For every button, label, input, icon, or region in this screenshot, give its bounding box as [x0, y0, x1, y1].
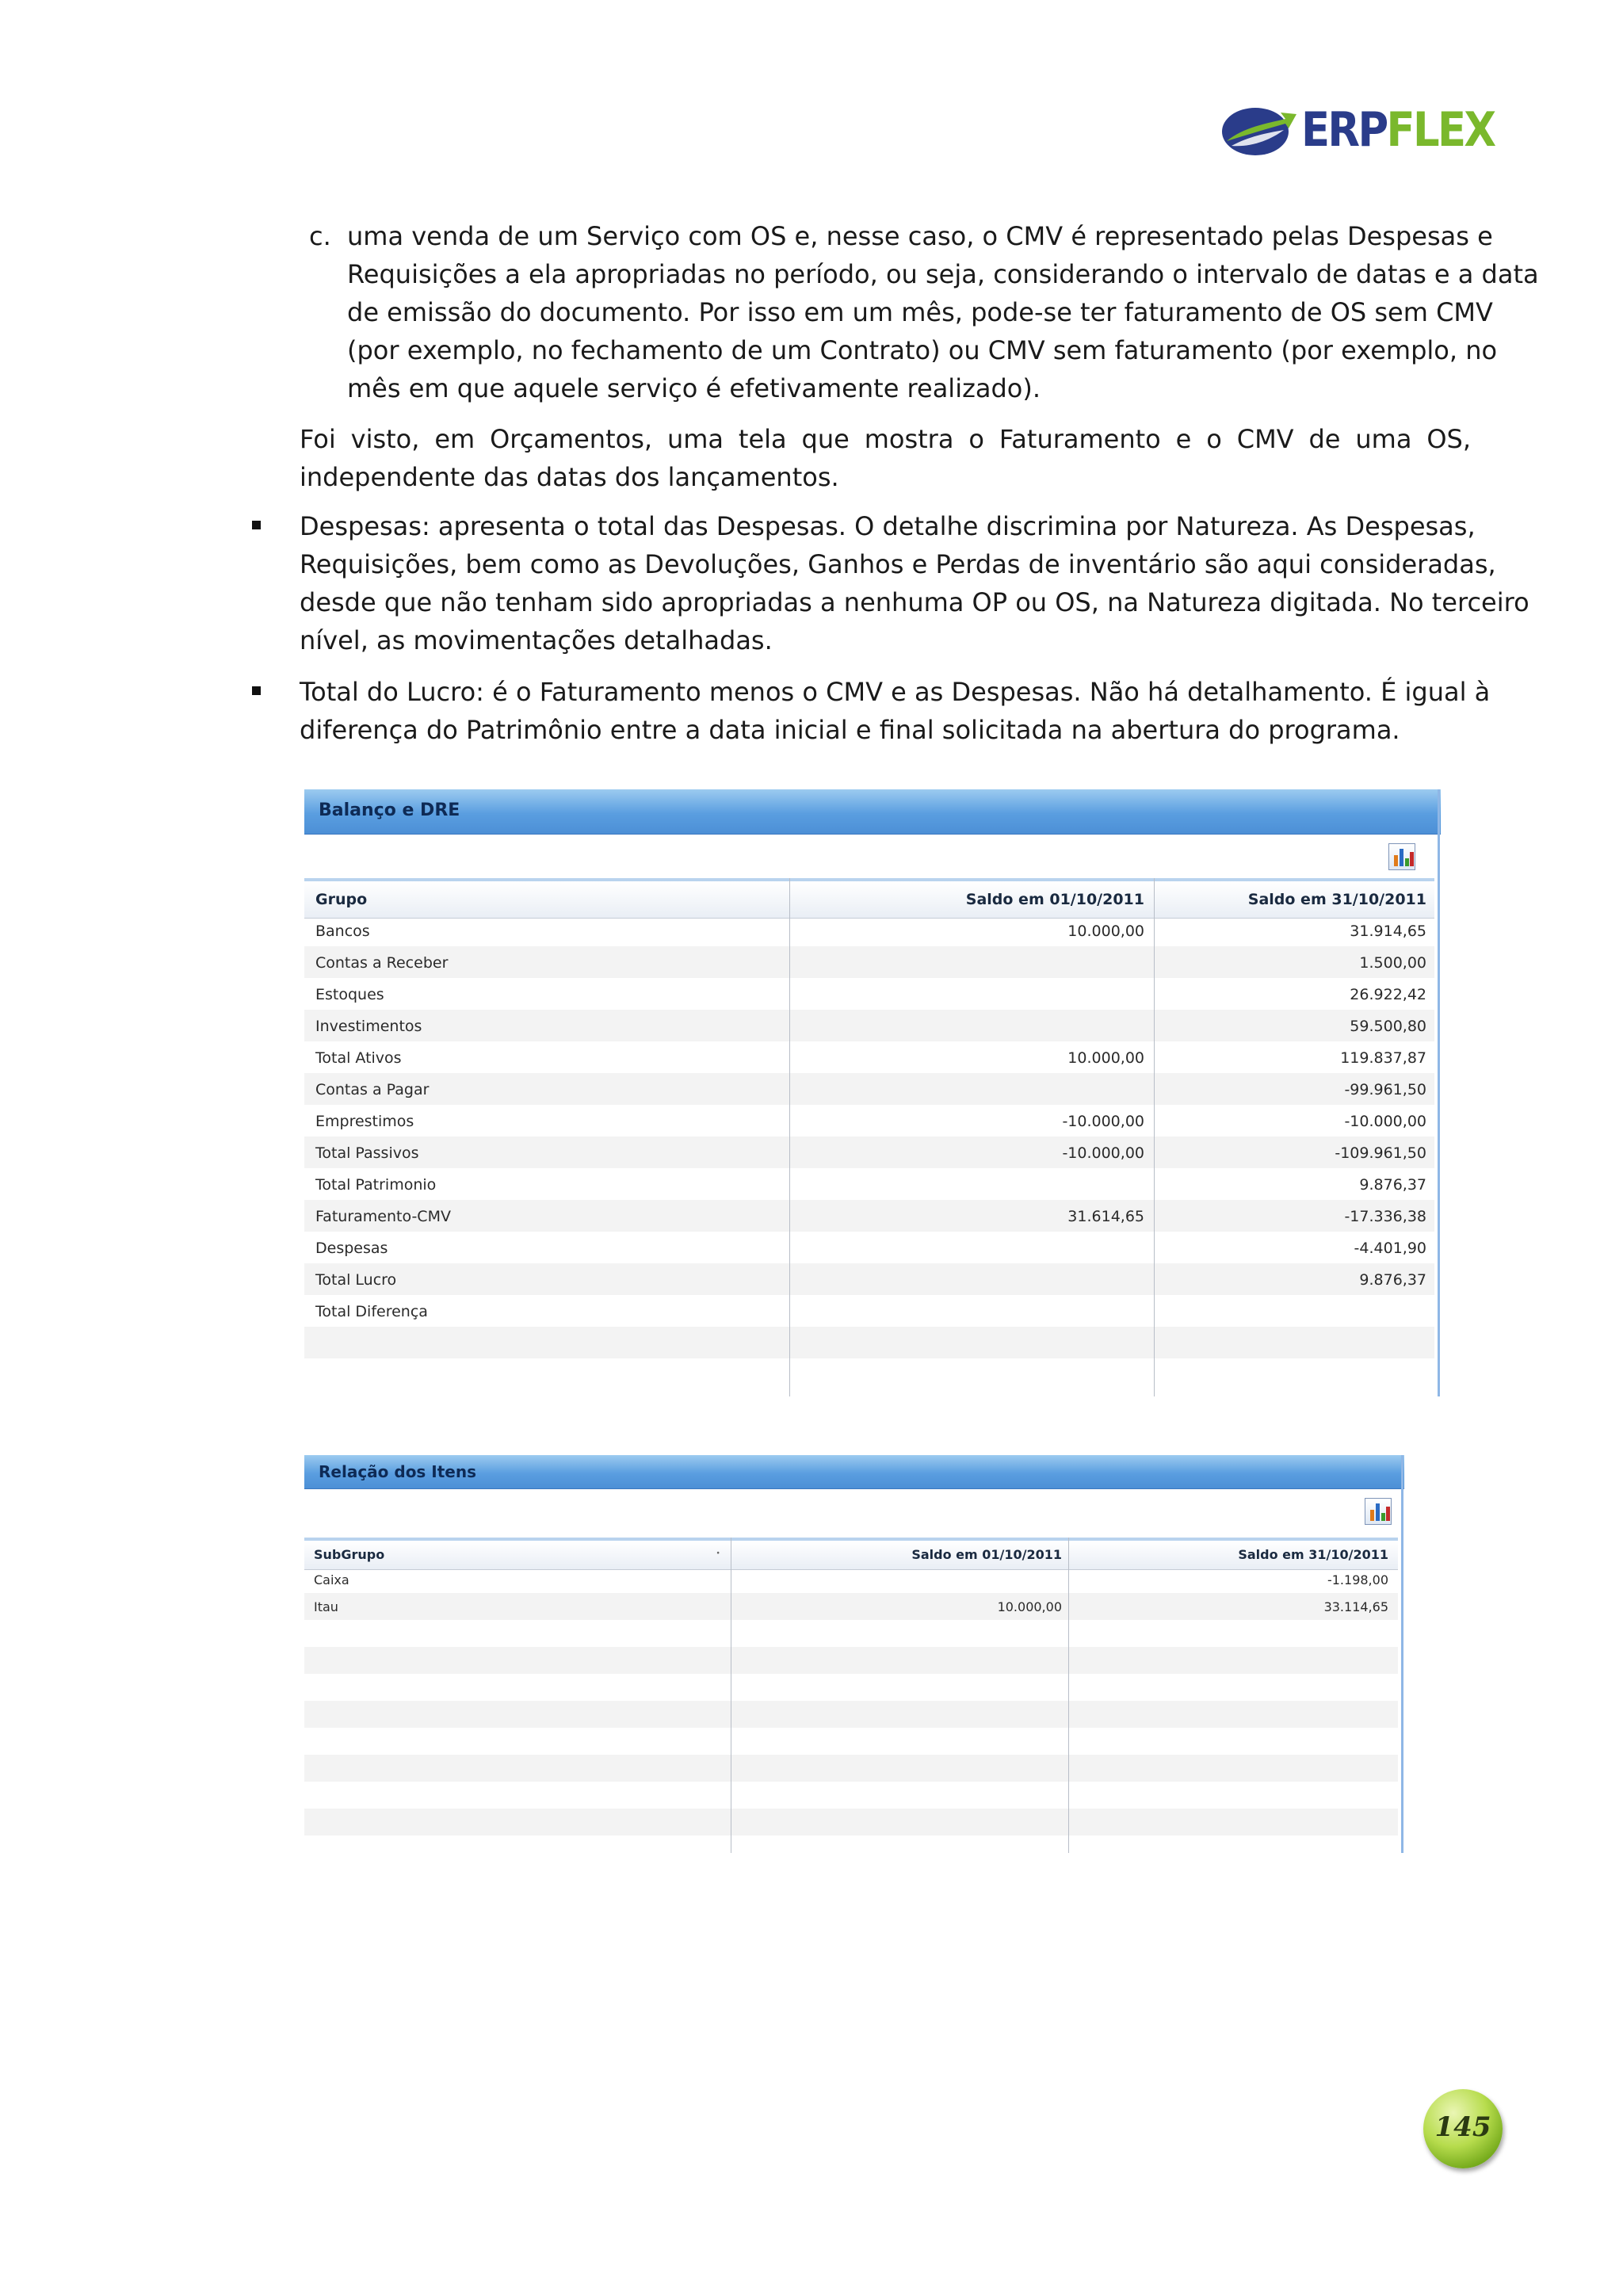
table-row[interactable] — [304, 1836, 1398, 1862]
cell-subgrupo — [314, 1782, 726, 1809]
table-row[interactable] — [304, 1137, 1434, 1168]
bullet-despesas — [300, 507, 1529, 659]
cell-saldo-final — [1154, 1327, 1426, 1358]
paragraph-orcamentos — [300, 420, 1471, 496]
sort-indicator-icon[interactable]: ⸱ — [716, 1545, 720, 1561]
cell-subgrupo — [314, 1728, 726, 1755]
column-header-subgrupo[interactable]: SubGrupo — [314, 1547, 385, 1562]
cell-saldo-final: 9.876,37 — [1359, 1271, 1426, 1289]
table-row[interactable] — [304, 1358, 1434, 1390]
paragraph-line: desde que não tenham sido apropriadas a nenhuma OP ou OS, na Natureza digitada. No terceiro — [300, 587, 1529, 617]
cell-saldo-inicial: 10.000,00 — [997, 1599, 1062, 1614]
cell-grupo: Bancos — [315, 923, 370, 940]
paragraph-line: nível, as movimentações detalhadas. — [300, 625, 773, 655]
cell-saldo-final — [1068, 1620, 1388, 1647]
swoosh-arrow-icon — [1220, 100, 1296, 160]
cell-saldo-inicial — [731, 1755, 1062, 1782]
paragraph-line: Total do Lucro: é o Faturamento menos o CMV e as Despesas. Não há detalhamento. É igual à — [300, 677, 1491, 707]
page-number: 145 — [1434, 2111, 1491, 2143]
cell-saldo-final — [1068, 1782, 1388, 1809]
logo-wordmark — [1301, 101, 1494, 159]
paragraph-line: Requisições, bem como as Devoluções, Ganhos e Perdas de inventário são aqui consideradas, — [300, 549, 1496, 579]
table-row[interactable] — [304, 1701, 1398, 1728]
cell-saldo-final: 119.837,87 — [1340, 1049, 1426, 1067]
table-row[interactable] — [304, 1010, 1434, 1041]
column-divider — [1154, 878, 1155, 1396]
cell-saldo-final: -1.198,00 — [1327, 1572, 1388, 1587]
cell-grupo: Emprestimos — [315, 1113, 414, 1130]
bullet-square — [252, 521, 261, 529]
cell-subgrupo — [314, 1809, 726, 1836]
cell-grupo: Investimentos — [315, 1018, 422, 1035]
cell-grupo — [315, 1358, 775, 1390]
panel-header — [304, 789, 1441, 835]
cell-saldo-inicial: -10.000,00 — [1062, 1113, 1144, 1130]
table-row[interactable] — [304, 1073, 1434, 1105]
cell-saldo-final — [1068, 1755, 1388, 1782]
cell-saldo-inicial — [731, 1728, 1062, 1755]
cell-subgrupo: Caixa — [314, 1572, 349, 1587]
cell-saldo-final — [1068, 1836, 1388, 1862]
cell-saldo-inicial — [789, 1358, 1144, 1390]
paragraph-line: (por exemplo, no fechamento de um Contrato) ou CMV sem faturamento (por exemplo, no — [347, 335, 1498, 365]
column-header-saldo-final[interactable]: Saldo em 31/10/2011 — [1238, 1547, 1388, 1562]
cell-saldo-final: -109.961,50 — [1335, 1144, 1426, 1162]
cell-grupo: Contas a Receber — [315, 954, 449, 972]
cell-saldo-final — [1068, 1701, 1388, 1728]
table-row[interactable] — [304, 1263, 1434, 1295]
panel-header — [304, 1455, 1404, 1489]
cell-saldo-inicial — [789, 1232, 1144, 1263]
cell-saldo-final: 26.922,42 — [1350, 986, 1426, 1003]
table-row[interactable] — [304, 1647, 1398, 1674]
cell-grupo: Estoques — [315, 986, 384, 1003]
logo-flex: FLEX — [1386, 102, 1495, 158]
cell-saldo-final — [1068, 1647, 1388, 1674]
cell-saldo-inicial: 10.000,00 — [1067, 1049, 1144, 1067]
cell-subgrupo — [314, 1701, 726, 1728]
cell-saldo-inicial — [731, 1782, 1062, 1809]
relacao-itens-panel — [304, 1455, 1404, 1853]
cell-subgrupo: Itau — [314, 1599, 338, 1614]
cell-subgrupo — [314, 1674, 726, 1701]
paragraph-c — [347, 217, 1539, 407]
cell-saldo-final: 9.876,37 — [1359, 1176, 1426, 1194]
paragraph-line: independente das datas dos lançamentos. — [300, 462, 839, 492]
table-row[interactable] — [304, 946, 1434, 978]
cell-grupo: Total Ativos — [315, 1049, 402, 1067]
paragraph-line: mês em que aquele serviço é efetivamente realizado). — [347, 373, 1041, 403]
paragraph-line: Foi visto, em Orçamentos, uma tela que mostra o Faturamento e o CMV de uma OS, — [300, 424, 1471, 454]
table-row[interactable] — [304, 978, 1434, 1010]
cell-saldo-inicial — [789, 1327, 1144, 1358]
cell-saldo-inicial — [731, 1809, 1062, 1836]
cell-grupo: Faturamento-CMV — [315, 1208, 451, 1225]
column-header-saldo-inicial[interactable]: Saldo em 01/10/2011 — [911, 1547, 1062, 1562]
cell-grupo: Total Lucro — [315, 1271, 397, 1289]
bar-chart-icon[interactable] — [1388, 843, 1415, 870]
erpflex-logo — [1220, 100, 1495, 163]
cell-saldo-final: 31.914,65 — [1350, 923, 1426, 940]
table-row[interactable] — [304, 1041, 1434, 1073]
table-row[interactable] — [304, 1782, 1398, 1809]
table-row[interactable] — [304, 1168, 1434, 1200]
cell-saldo-inicial — [789, 1073, 1144, 1105]
table-row[interactable] — [304, 1200, 1434, 1232]
table-row[interactable] — [304, 1593, 1398, 1620]
grid-header — [304, 878, 1434, 919]
cell-saldo-inicial — [789, 978, 1144, 1010]
paragraph-line: de emissão do documento. Por isso em um mês, pode-se ter faturamento de OS sem CMV — [347, 297, 1493, 327]
table-row[interactable] — [304, 1566, 1398, 1593]
cell-subgrupo — [314, 1755, 726, 1782]
cell-grupo: Total Passivos — [315, 1144, 419, 1162]
page-number-badge — [1423, 2089, 1503, 2168]
cell-subgrupo — [314, 1647, 726, 1674]
scrollbar-edge[interactable] — [1401, 1455, 1403, 1853]
cell-saldo-final: 1.500,00 — [1359, 954, 1426, 972]
list-marker-c: c. — [309, 221, 331, 251]
paragraph-line: Requisições a ela apropriadas no período, ou seja, considerando o intervalo de datas e a data — [347, 259, 1539, 289]
cell-saldo-final: 33.114,65 — [1323, 1599, 1388, 1614]
cell-saldo-inicial: 31.614,65 — [1067, 1208, 1144, 1225]
cell-saldo-inicial — [731, 1701, 1062, 1728]
bar-chart-icon[interactable] — [1365, 1498, 1392, 1525]
cell-saldo-final: -10.000,00 — [1344, 1113, 1426, 1130]
cell-saldo-final — [1154, 1295, 1426, 1327]
cell-saldo-inicial — [789, 1263, 1144, 1295]
cell-grupo: Despesas — [315, 1240, 388, 1257]
cell-saldo-final: -99.961,50 — [1344, 1081, 1426, 1098]
cell-saldo-inicial: 10.000,00 — [1067, 923, 1144, 940]
balanco-dre-panel — [304, 789, 1441, 1396]
cell-saldo-final — [1068, 1728, 1388, 1755]
cell-saldo-inicial — [731, 1566, 1062, 1593]
cell-subgrupo — [314, 1620, 726, 1647]
column-header-saldo-inicial[interactable]: Saldo em 01/10/2011 — [965, 891, 1144, 908]
table-row[interactable] — [304, 1327, 1434, 1358]
cell-saldo-inicial — [731, 1647, 1062, 1674]
cell-grupo: Total Diferença — [315, 1303, 428, 1320]
cell-saldo-inicial — [731, 1836, 1062, 1862]
column-header-saldo-final[interactable]: Saldo em 31/10/2011 — [1247, 891, 1426, 908]
cell-grupo: Total Patrimonio — [315, 1176, 437, 1194]
table-row[interactable] — [304, 1809, 1398, 1836]
paragraph-line: diferença do Patrimônio entre a data inicial e final solicitada na abertura do programa. — [300, 715, 1400, 745]
cell-saldo-final: 59.500,80 — [1350, 1018, 1426, 1035]
cell-saldo-inicial — [731, 1674, 1062, 1701]
scrollbar-edge[interactable] — [1438, 789, 1440, 1396]
cell-grupo: Contas a Pagar — [315, 1081, 430, 1098]
logo-erp: ERP — [1301, 102, 1387, 158]
cell-saldo-final — [1154, 1358, 1426, 1390]
cell-saldo-inicial — [731, 1620, 1062, 1647]
cell-saldo-final — [1068, 1809, 1388, 1836]
table-row[interactable] — [304, 1755, 1398, 1782]
grid-header — [304, 1538, 1398, 1570]
cell-saldo-inicial — [789, 1168, 1144, 1200]
cell-saldo-final: -17.336,38 — [1344, 1208, 1426, 1225]
column-header-grupo[interactable]: Grupo — [315, 891, 368, 908]
cell-saldo-inicial — [789, 1295, 1144, 1327]
table-row[interactable] — [304, 1728, 1398, 1755]
cell-saldo-final: -4.401,90 — [1354, 1240, 1426, 1257]
bullet-square — [252, 686, 261, 695]
column-divider — [789, 878, 790, 1396]
table-row[interactable] — [304, 915, 1434, 946]
cell-subgrupo — [314, 1836, 726, 1862]
cell-saldo-inicial: -10.000,00 — [1062, 1144, 1144, 1162]
paragraph-line: Despesas: apresenta o total das Despesas. O detalhe discrimina por Natureza. As Despesas, — [300, 511, 1476, 541]
cell-saldo-final — [1068, 1674, 1388, 1701]
table-row[interactable] — [304, 1295, 1434, 1327]
cell-grupo — [315, 1327, 775, 1358]
bullet-total-lucro — [300, 673, 1491, 749]
table-row[interactable] — [304, 1674, 1398, 1701]
cell-saldo-inicial — [789, 1010, 1144, 1041]
paragraph-line: uma venda de um Serviço com OS e, nesse caso, o CMV é representado pelas Despesas e — [347, 221, 1493, 251]
table-row[interactable] — [304, 1105, 1434, 1137]
table-row[interactable] — [304, 1620, 1398, 1647]
column-divider — [1068, 1538, 1069, 1853]
panel-title: Relação dos Itens — [319, 1462, 477, 1481]
table-row[interactable] — [304, 1232, 1434, 1263]
cell-saldo-inicial — [789, 946, 1144, 978]
panel-title: Balanço e DRE — [319, 800, 460, 820]
